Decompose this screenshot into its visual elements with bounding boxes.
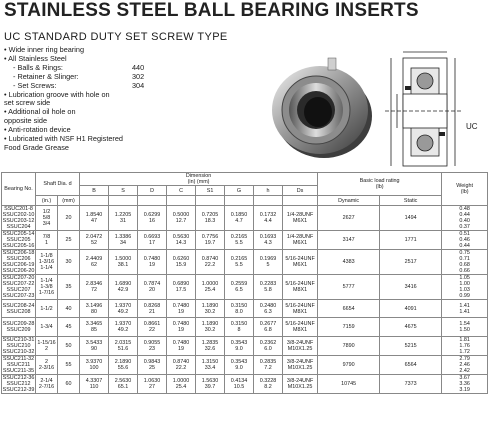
dimension-cell: 1/4-28UNF M6X1 [283,206,318,231]
dimension-cell: 1.8540 47 [80,206,109,231]
bearing-no-cell: SSUC209-28 SSUC209 [2,318,36,336]
dimension-cell: 1.6890 42.9 [109,275,138,300]
header-D: D [138,186,167,196]
bearing-no-cell: SSUC201-8 SSUC202-10 SSUC203-12 SSUC204 [2,206,35,230]
dimension-cell: 1.9370 49.2 [109,318,138,336]
dimension-cell: 0.1732 4.4 [254,206,283,231]
dimension-cell: 5/16-24UNF M8X1 [283,275,318,300]
dimension-cell: 0.3150 8.0 [225,300,254,318]
dimension-cell: 0.3228 8.2 [254,374,283,393]
feature-item: • All Stainless Steel [4,53,67,63]
bearing-no-cell: SSUC211-32 SSUC211 SSUC211-35 [2,355,35,374]
dimension-cell: 3.9370 100 [80,355,109,374]
dimension-cell: 3/8-24UNF M10X1.25 [283,355,318,374]
table-row [2,318,488,336]
dimension-cell: 2.0315 51.6 [109,336,138,355]
shaft-mm-cell: 35 [58,275,80,300]
shaft-mm-cell: 50 [58,336,80,355]
dimension-cell: 3.3465 85 [80,318,109,336]
static-load-cell: 4091 [380,300,442,318]
header-static: Static [380,196,442,206]
dynamic-load-cell: 10745 [318,374,380,393]
feature-item: - Balls & Rings: 440 [13,62,145,72]
static-load-cell: 3416 [380,275,442,300]
feature-item: set screw side [4,98,51,108]
dimension-cell: 2.8346 72 [80,275,109,300]
dimension-cell: 1.2205 31 [109,206,138,231]
static-load-cell: 6564 [380,355,442,374]
table-row [2,374,488,393]
header-dynamic: Dynamic [318,196,380,206]
dimension-cell: 0.9055 23 [138,336,167,355]
spec-table [1,172,488,394]
dimension-cell: 1/4-28UNF M6X1 [283,231,318,250]
header-bearing-no: Bearing No. [2,173,36,206]
dimension-cell: 0.7480 19 [138,250,167,275]
bearing-no-cell: SSUC210-31 SSUC210 SSUC210-32 [2,336,35,355]
dimension-cell: 1.0000 25.4 [196,275,225,300]
header-S: S [109,186,138,196]
dimension-cell: 0.1693 4.3 [254,231,283,250]
weight-cell: 1.54 1.50 [442,318,488,336]
dimension-cell: 0.2283 5.8 [254,275,283,300]
dimension-cell: 0.8740 22.2 [196,250,225,275]
bearing-cross-section-diagram [381,50,465,172]
static-load-cell: 7373 [380,374,442,393]
header-C: C [167,186,196,196]
bearing-no-cell: SSUC212-36 SSUC212 SSUC212-39 [2,374,35,393]
shaft-mm-cell: 55 [58,355,80,374]
weight-cell: 0.51 0.46 0.44 [442,231,488,250]
shaft-in-cell: 1-1/2 [36,300,58,318]
dimension-cell: 2.1890 55.6 [109,355,138,374]
weight-cell: 2.79 2.46 2.42 [442,355,488,374]
static-load-cell: 5215 [380,336,442,355]
static-load-cell: 1771 [380,231,442,250]
dimension-cell: 1.1890 30.2 [196,318,225,336]
diagram-label: UC [466,122,478,131]
dimension-cell: 1.3386 34 [109,231,138,250]
static-load-cell: 4675 [380,318,442,336]
dynamic-load-cell: 6654 [318,300,380,318]
dimension-cell: 2.4409 62 [80,250,109,275]
header-S1: S1 [196,186,225,196]
header-load-rating: Basic load rating (lb) [318,173,442,196]
dimension-cell: 4.3307 110 [80,374,109,393]
bearing-photo [266,52,376,164]
shaft-in-cell: 1-15/16 2 [36,336,58,355]
table-row [2,355,488,374]
weight-cell: 0.75 0.71 0.68 0.66 [442,250,488,275]
weight-cell: 0.48 0.44 0.40 0.37 [442,206,488,231]
dimension-cell: 1.0000 25.4 [167,374,196,393]
shaft-mm-cell: 40 [58,300,80,318]
header-weight: Weight (lb) [442,173,488,206]
dimension-cell: 0.2165 5.5 [225,231,254,250]
dynamic-load-cell: 3147 [318,231,380,250]
dynamic-load-cell: 4383 [318,250,380,275]
shaft-mm-cell: 20 [58,206,80,231]
shaft-in-cell: 1-1/4 1-3/8 1-7/16 [36,275,58,300]
header-B: B [80,186,109,196]
shaft-in-cell: 2 2-3/16 [36,355,58,374]
shaft-in-cell: 2-1/4 2-7/16 [36,374,58,393]
dimension-cell: 0.3543 9.0 [225,336,254,355]
header-in: (in.) [36,196,58,206]
dimension-cell: 0.7874 20 [138,275,167,300]
shaft-mm-cell: 60 [58,374,80,393]
shaft-mm-cell: 25 [58,231,80,250]
dimension-cell: 3.5433 90 [80,336,109,355]
table-row [2,231,488,250]
dimension-cell: 0.7756 19.7 [196,231,225,250]
header-dimension: Dimension (in) (mm) [80,173,318,186]
dimension-cell: 0.1969 5 [254,250,283,275]
bearing-no-cell: SSUC207-20 SSUC207-22 SSUC207 SSUC207-23 [2,275,35,299]
dimension-cell: 0.8268 21 [138,300,167,318]
weight-cell: 1.41 1.41 [442,300,488,318]
shaft-in-cell: 1-3/4 [36,318,58,336]
dimension-cell: 0.6890 17.5 [167,275,196,300]
dimension-cell: 0.3543 9.0 [225,355,254,374]
feature-item: opposite side [4,116,48,126]
dynamic-load-cell: 5777 [318,275,380,300]
bearing-no-cell: SSUC208-24 SSUC208 [2,300,36,318]
dimension-cell: 0.4134 10.5 [225,374,254,393]
dimension-cell: 0.5000 12.7 [167,206,196,231]
header-shaft-dia: Shaft Dia. d [36,173,80,196]
table-row [2,275,488,300]
dimension-cell: 0.6693 17 [138,231,167,250]
feature-item: • Wide inner ring bearing [4,45,85,54]
header-G: G [225,186,254,196]
feature-item: • Additional oil hole on [4,107,76,117]
dimension-cell: 0.9843 25 [138,355,167,374]
dimension-cell: 5/16-24UNF M6X1 [283,250,318,275]
dimension-cell: 0.2559 6.5 [225,275,254,300]
table-row [2,206,488,231]
dynamic-load-cell: 7890 [318,336,380,355]
dimension-cell: 1.1890 30.2 [196,300,225,318]
bearing-no-cell: SSUC206-18 SSUC206 SSUC206-19 SSUC206-20 [2,250,35,274]
dynamic-load-cell: 7159 [318,318,380,336]
shaft-in-cell: 1-1/8 1-3/16 1-1/4 [36,250,58,275]
dimension-cell: 5/16-24UNF M8X1 [283,318,318,336]
dimension-cell: 0.2362 6.0 [254,336,283,355]
dimension-cell: 5/16-24UNF M8X1 [283,300,318,318]
dimension-cell: 0.6260 15.9 [167,250,196,275]
dimension-cell: 0.5630 14.3 [167,231,196,250]
dimension-cell: 1.3150 33.4 [196,355,225,374]
dynamic-load-cell: 2627 [318,206,380,231]
dimension-cell: 0.2165 5.5 [225,250,254,275]
dimension-cell: 0.7480 19 [167,318,196,336]
feature-item: • Lubricated with NSF H1 Registered [4,134,123,144]
dimension-cell: 0.2480 6.3 [254,300,283,318]
table-row [2,300,488,318]
feature-item: - Retainer & Slinger: 302 [13,71,145,81]
page-subtitle: UC STANDARD DUTY SET SCREW TYPE [4,31,228,43]
dimension-cell: 0.2835 7.2 [254,355,283,374]
dimension-cell: 1.5630 39.7 [196,374,225,393]
feature-item: - Set Screws: 304 [13,80,145,90]
dimension-cell: 1.5000 38.1 [109,250,138,275]
shaft-mm-cell: 30 [58,250,80,275]
dimension-cell: 3.1496 80 [80,300,109,318]
dimension-cell: 3/8-24UNF M10X1.25 [283,374,318,393]
weight-cell: 1.81 1.76 1.72 [442,336,488,355]
bearing-no-cell: SSUC205-14 SSUC205 SSUC205-16 [2,231,35,249]
weight-cell: 1.05 1.00 1.03 0.99 [442,275,488,300]
dimension-cell: 1.9370 49.2 [109,300,138,318]
dimension-cell: 0.3150 8 [225,318,254,336]
dimension-cell: 0.6299 16 [138,206,167,231]
weight-cell: 3.67 3.36 3.19 [442,374,488,393]
dimension-cell: 1.0630 27 [138,374,167,393]
table-row [2,336,488,355]
shaft-in-cell: 7/8 1 [36,231,58,250]
dimension-cell: 3/8-24UNF M10X1.25 [283,336,318,355]
header-h: h [254,186,283,196]
dimension-cell: 0.8740 22.2 [167,355,196,374]
dimension-cell: 0.7480 19 [167,336,196,355]
feature-item: • Lubrication groove with hole on [4,89,110,99]
dimension-cell: 0.7480 19 [167,300,196,318]
static-load-cell: 2517 [380,250,442,275]
dimension-cell: 0.2677 6.8 [254,318,283,336]
feature-item: Food Grade Grease [4,142,69,152]
dimension-cell: 0.8661 22 [138,318,167,336]
header-mm: (mm) [58,196,80,206]
dimension-cell: 0.7205 18.3 [196,206,225,231]
header-Ds: Ds [283,186,318,196]
table-row [2,250,488,275]
dimension-cell: 1.2835 32.6 [196,336,225,355]
dimension-cell: 0.1850 4.7 [225,206,254,231]
page-title: STAINLESS STEEL BALL BEARING INSERTS [4,0,419,21]
feature-list [4,46,204,153]
dynamic-load-cell: 9790 [318,355,380,374]
feature-item: • Anti-rotation device [4,125,71,135]
dimension-cell: 2.5630 65.1 [109,374,138,393]
shaft-mm-cell: 45 [58,318,80,336]
dimension-cell: 2.0472 52 [80,231,109,250]
shaft-in-cell: 1/2 5/8 3/4 [36,206,58,231]
static-load-cell: 1494 [380,206,442,231]
